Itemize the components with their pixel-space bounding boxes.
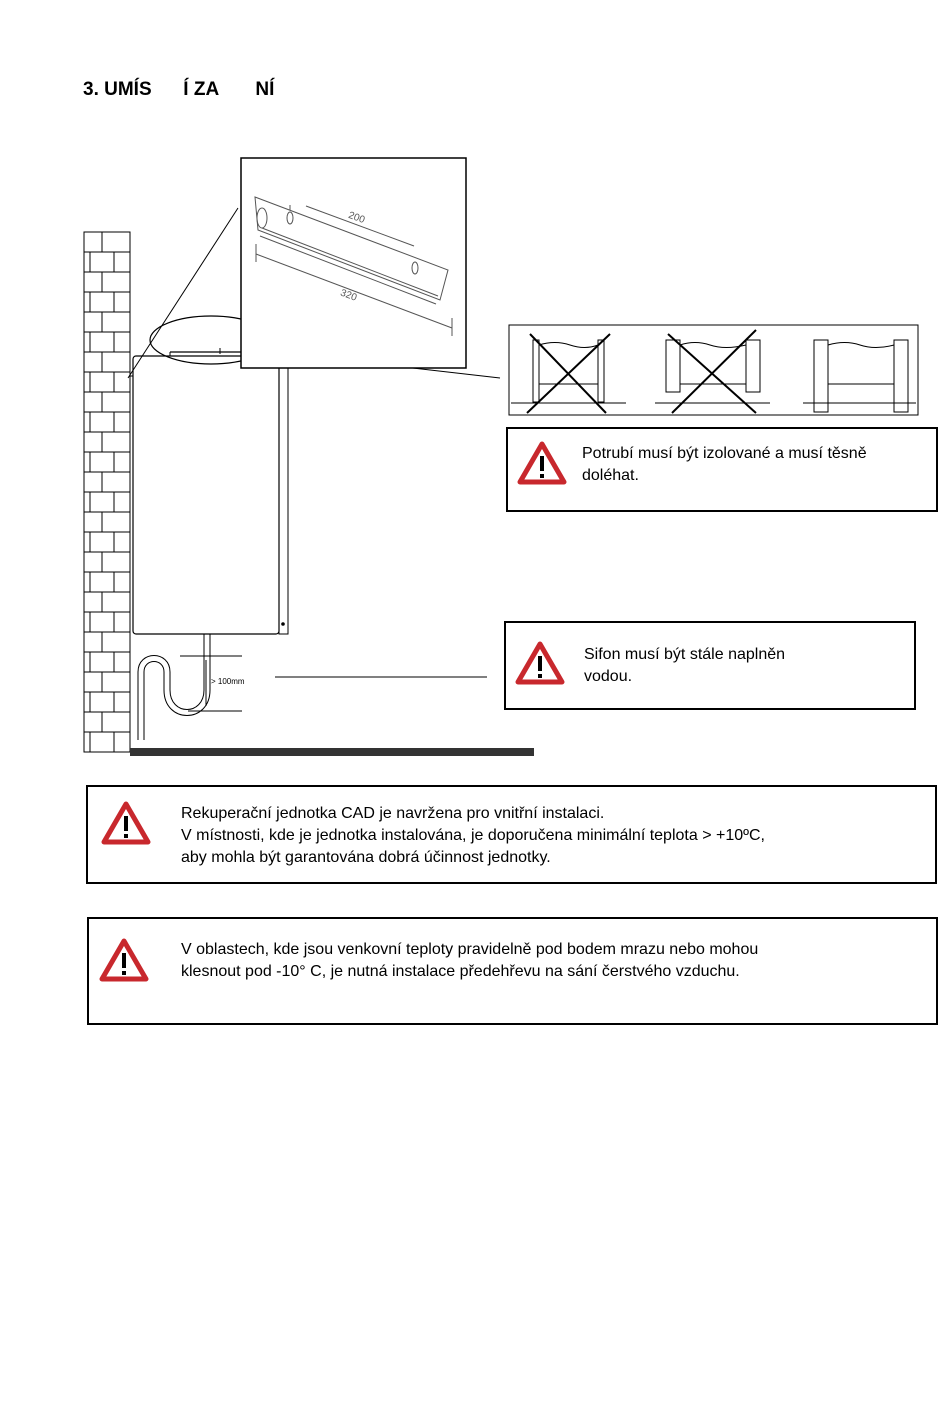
warning-triangle-icon xyxy=(517,441,567,485)
warning-box-insulation xyxy=(506,427,938,512)
warning-box-preheater xyxy=(87,917,938,1025)
warning-triangle-icon xyxy=(101,801,151,845)
pipe-insulation-detail xyxy=(509,325,918,415)
warning-box-siphon xyxy=(504,621,916,710)
brick-wall xyxy=(84,232,130,752)
bracket-dim-long: 320 xyxy=(338,287,359,304)
ventilation-unit xyxy=(129,348,288,634)
bracket-detail xyxy=(241,158,466,368)
section-heading: 3. UMÍS Í ZA NÍ xyxy=(83,79,275,100)
siphon-height-label: > 100mm xyxy=(211,677,245,686)
warning-text-insulation: Potrubí musí být izolované a musí těsně doléhat. xyxy=(582,445,867,484)
warning-text-preheater: V oblastech, kde jsou venkovní teploty pravidelně pod bodem mrazu nebo mohou klesnout pod -10° C, je nutná instalace předehřevu na sání čerstvého vzduchu. xyxy=(181,941,759,980)
warning-triangle-icon xyxy=(99,938,149,982)
bracket-dim-short: 200 xyxy=(346,209,367,227)
siphon xyxy=(138,634,242,740)
warning-text-indoor-installation: Rekuperační jednotka CAD je navržena pro vnitřní instalaci. V místnosti, kde je jednotka instalována, je doporučena minimální teplota > +10ºC, aby mohla být garantována dobrá účinnost jednotky. xyxy=(181,805,765,866)
warning-text-siphon: Sifon musí být stále naplněn vodou. xyxy=(584,646,786,685)
floor-line xyxy=(130,748,534,756)
warning-box-indoor-installation xyxy=(86,785,937,884)
warning-triangle-icon xyxy=(515,641,565,685)
